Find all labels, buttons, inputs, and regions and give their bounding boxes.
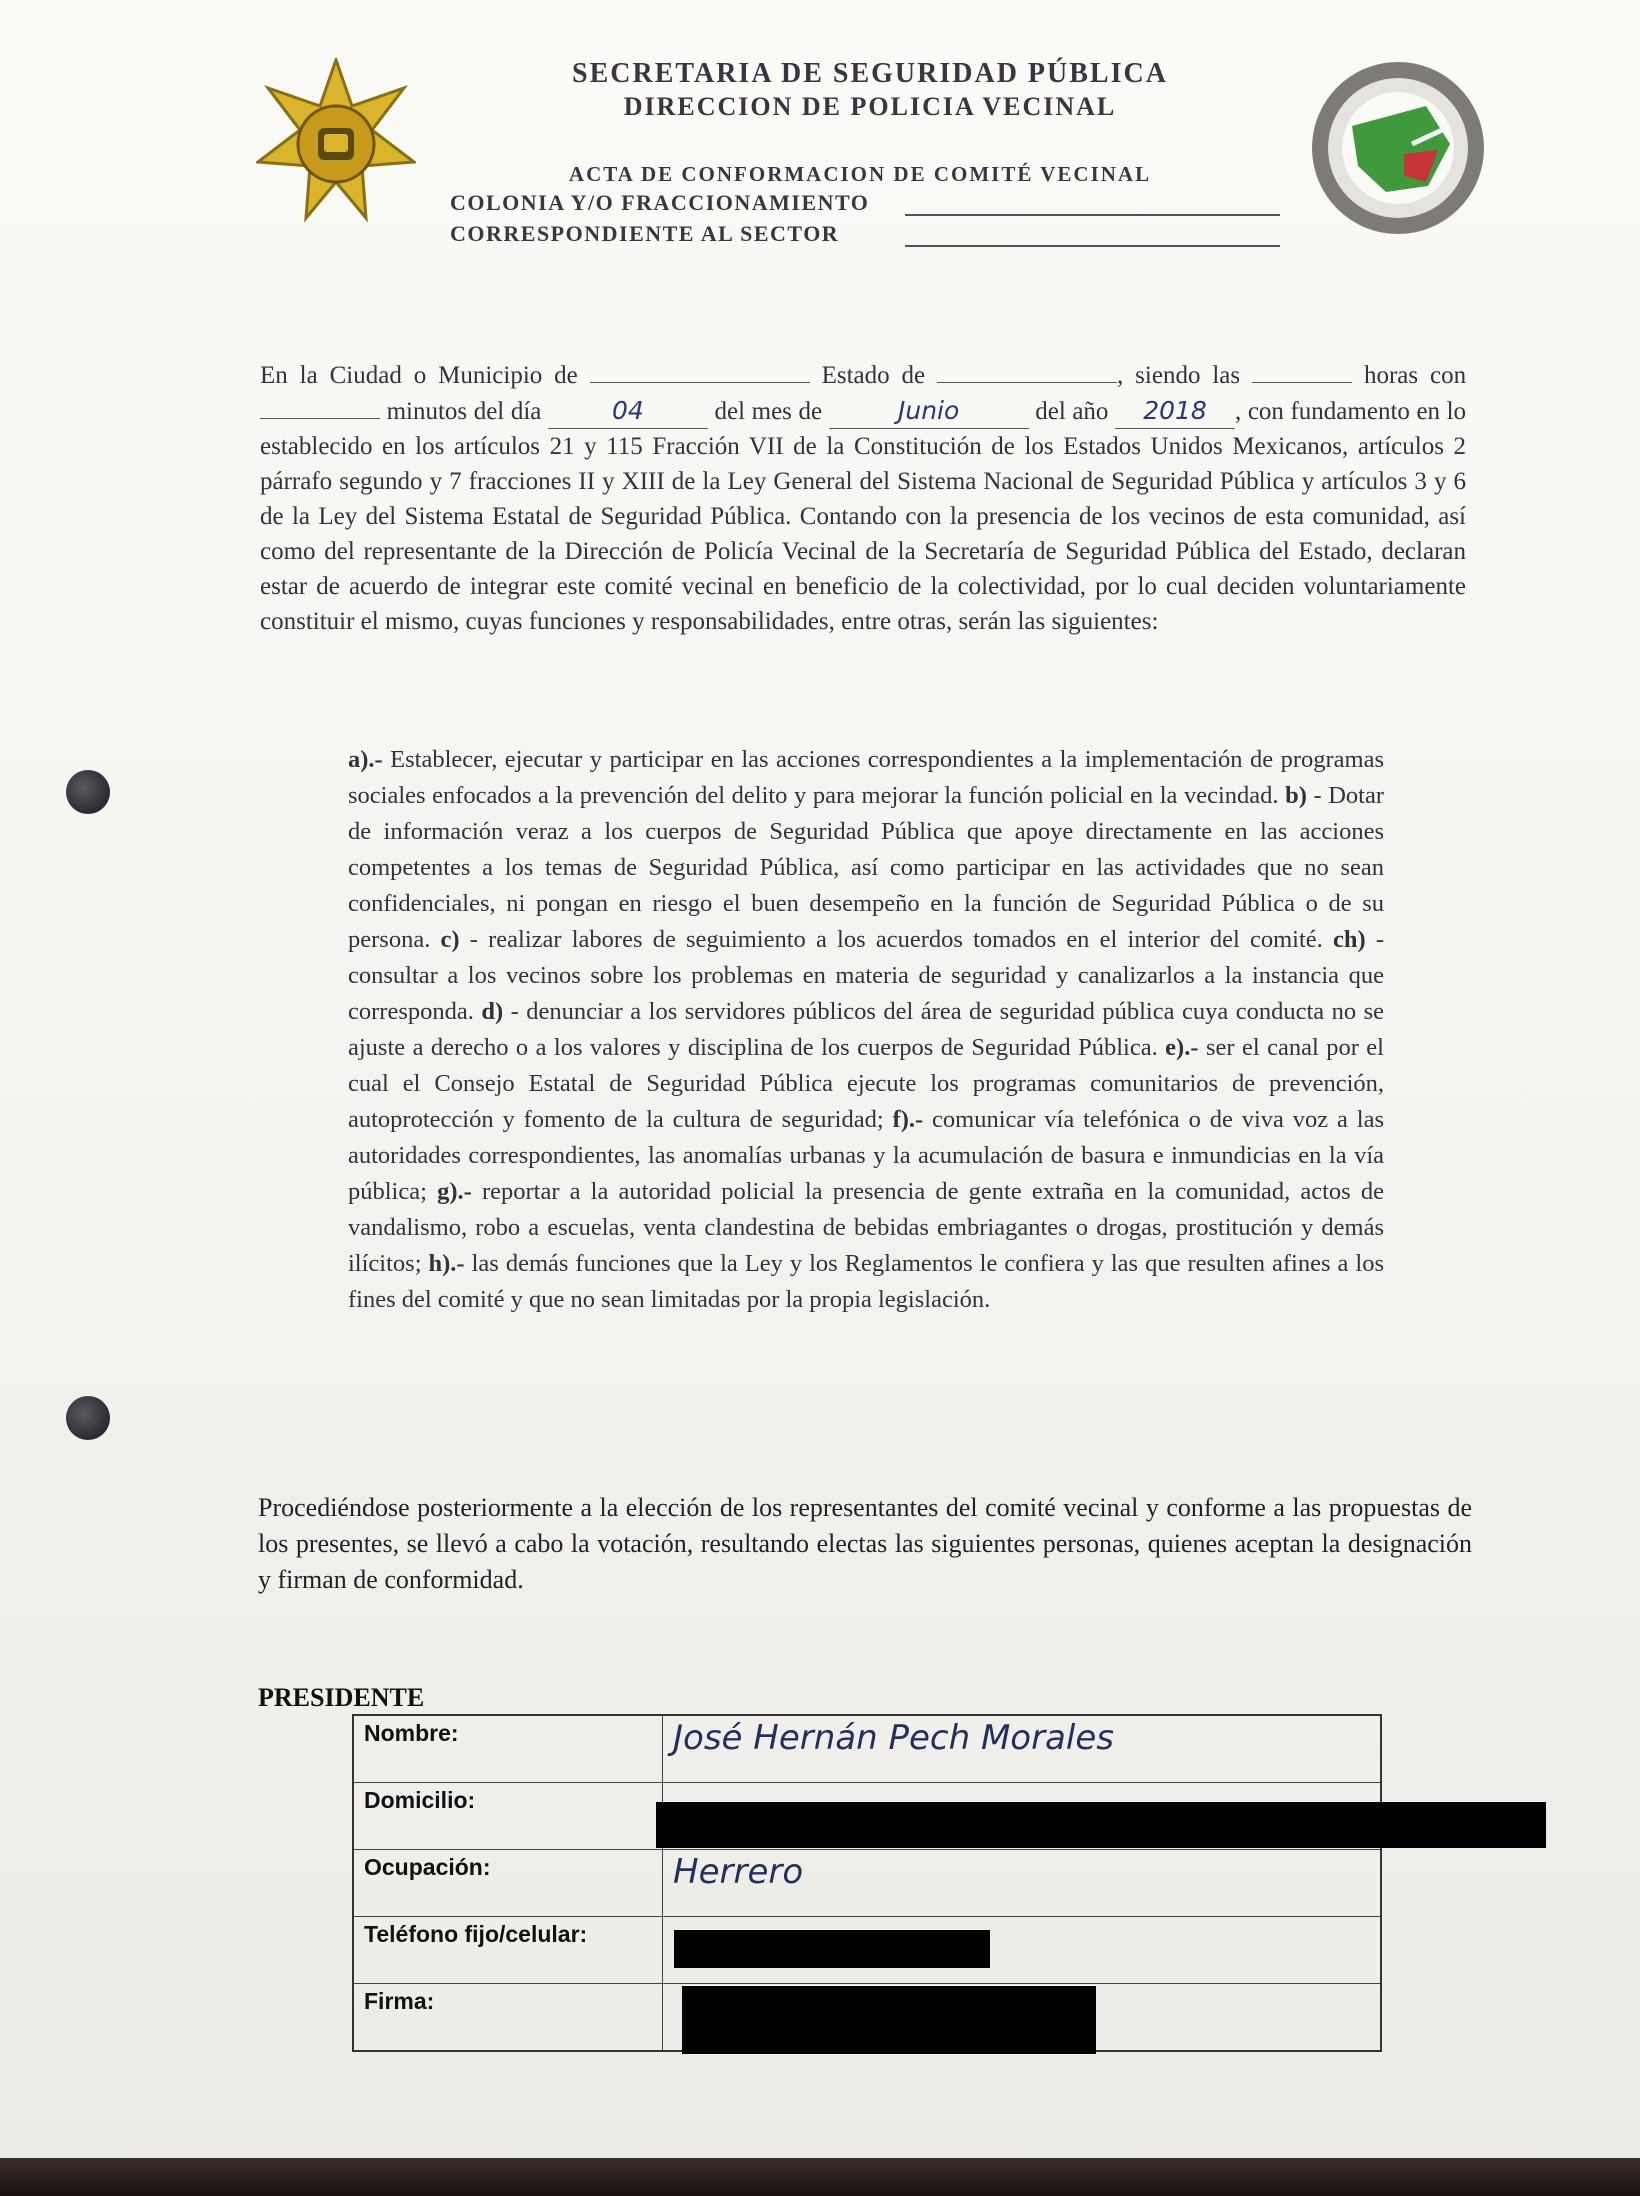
sector-blank bbox=[905, 225, 1280, 247]
policia-vecinal-emblem-logo bbox=[1308, 58, 1488, 238]
president-heading: PRESIDENTE bbox=[258, 1683, 425, 1712]
intro-text-siendo: , siendo las bbox=[1117, 362, 1241, 389]
sector-label: CORRESPONDIENTE AL SECTOR bbox=[450, 221, 840, 246]
redaction-bar-firma bbox=[682, 1986, 1096, 2054]
intro-text-anio: del año bbox=[1035, 398, 1109, 425]
function-key-ch: ch) bbox=[1332, 926, 1366, 953]
ocupacion-value: Herrero bbox=[663, 1850, 1382, 1917]
nombre-value: José Hernán Pech Morales bbox=[663, 1715, 1382, 1783]
horas-blank bbox=[1252, 360, 1352, 383]
firma-label: Firma: bbox=[353, 1984, 663, 2052]
minutos-blank bbox=[260, 396, 380, 419]
function-text-g: reportar a la autoridad policial la presencia de gente extraña en la comunidad, actos de vandalismo, robo a escuelas, venta clandestina de bebidas embriagantes o drogas, prostitución y demás ilícitos; bbox=[348, 1178, 1385, 1277]
intro-text-horas: horas con bbox=[1363, 362, 1467, 389]
handwritten-year: 2018 bbox=[1115, 393, 1235, 429]
colonia-label: COLONIA Y/O FRACCIONAMIENTO bbox=[450, 190, 870, 215]
function-text-h: las demás funciones que la Ley y los Reglamentos le confiera y las que resulten afines a los fines del comité y que no sean limitadas por la propia legislación. bbox=[348, 1250, 1385, 1313]
handwritten-month: Junio bbox=[829, 393, 1029, 429]
sector-field bbox=[450, 221, 1280, 247]
function-key-a: a).- bbox=[348, 746, 383, 773]
colonia-blank bbox=[905, 194, 1280, 216]
function-key-h: h).- bbox=[428, 1250, 465, 1277]
function-text-c: - realizar labores de seguimiento a los acuerdos tomados en el interior del comité. bbox=[459, 926, 1333, 953]
form-row-ocupacion bbox=[353, 1850, 1381, 1917]
intro-body-text: , con fundamento en lo establecido en los artículos 21 y 115 Fracción VII de la Constitución de los Estados Unidos Mexicanos, artículos 2 párrafo segundo y 7 fracciones II y XIII de la Ley General del Sistema Nacional de Seguridad Pública y artículos 3 y 6 de la Ley del Sistema Estatal de Seguridad Pública. Contando con la presencia de los vecinos de esta comunidad, así como del representante de la Dirección de Policía Vecinal de la Secretaría de Seguridad Pública del Estado, declaran estar de acuerdo de integrar este comité vecinal en beneficio de la colectividad, por lo cual deciden voluntariamente constituir el mismo, cuyas funciones y responsabilidades, entre otras, serán las siguientes: bbox=[260, 398, 1467, 635]
intro-text-municipio: En la Ciudad o Municipio de bbox=[260, 362, 578, 389]
colonia-field bbox=[450, 190, 1280, 216]
intro-paragraph bbox=[260, 358, 1466, 639]
municipio-blank bbox=[590, 360, 810, 383]
function-key-d: d) bbox=[481, 998, 504, 1025]
intro-text-estado: Estado de bbox=[821, 362, 926, 389]
header-title-secretaria: SECRETARIA DE SEGURIDAD PÚBLICA bbox=[572, 58, 1168, 89]
function-key-c: c) bbox=[440, 926, 460, 953]
domicilio-label: Domicilio: bbox=[353, 1783, 663, 1850]
function-key-g: g).- bbox=[437, 1178, 472, 1205]
ocupacion-label: Ocupación: bbox=[353, 1850, 663, 1917]
function-text-f: comunicar vía telefónica o de viva voz a las autoridades correspondientes, las anomalías urbanas y la acumulación de basura e inmundicias en la vía pública; bbox=[348, 1106, 1384, 1205]
redaction-bar-telefono bbox=[674, 1930, 990, 1968]
nombre-label: Nombre: bbox=[353, 1715, 663, 1783]
header-title-direccion: DIRECCION DE POLICIA VECINAL bbox=[623, 92, 1117, 121]
function-key-e: e).- bbox=[1165, 1034, 1199, 1061]
form-row-nombre bbox=[353, 1715, 1381, 1783]
police-star-badge-logo bbox=[256, 58, 416, 228]
functions-paragraph bbox=[348, 742, 1384, 1318]
scan-bottom-edge bbox=[0, 2158, 1640, 2196]
function-text-ch: - consultar a los vecinos sobre los problemas en materia de seguridad y canalizarlos a la instancia que corresponda. bbox=[348, 926, 1384, 1025]
binder-hole-bottom bbox=[66, 1396, 110, 1440]
handwritten-day: 04 bbox=[548, 393, 708, 429]
function-text-a: Establecer, ejecutar y participar en las acciones correspondientes a la implementación de programas sociales enfocados a la prevención del delito y para mejorar la función policial en la vecindad. bbox=[348, 746, 1384, 809]
function-text-d: - denunciar a los servidores públicos del área de seguridad pública cuya conducta no se ajuste a derecho o a los valores y disciplina de los cuerpos de Seguridad Pública. bbox=[348, 998, 1384, 1061]
telefono-label: Teléfono fijo/celular: bbox=[353, 1917, 663, 1984]
estado-blank bbox=[937, 360, 1117, 383]
function-key-f: f).- bbox=[892, 1106, 924, 1133]
redaction-bar-domicilio bbox=[656, 1802, 1546, 1848]
function-key-b: b) bbox=[1285, 782, 1307, 809]
binder-hole-top bbox=[66, 770, 110, 814]
header-title-acta: ACTA DE CONFORMACION DE COMITÉ VECINAL bbox=[568, 162, 1152, 186]
intro-text-mes: del mes de bbox=[714, 398, 823, 425]
closing-paragraph: Procediéndose posteriormente a la elección de los representantes del comité vecinal y conforme a las propuestas de los presentes, se llevó a cabo la votación, resultando electas las siguientes personas, quienes aceptan la designación y firman de conformidad. bbox=[258, 1493, 1472, 1594]
function-text-e: ser el canal por el cual el Consejo Estatal de Seguridad Pública ejecute los programas comunitarios de prevención, autoprotección y fomento de la cultura de seguridad; bbox=[348, 1034, 1384, 1133]
intro-text-dia: minutos del día bbox=[386, 398, 542, 425]
function-text-b: - Dotar de información veraz a los cuerpos de Seguridad Pública que apoye directamente en las acciones competentes a los temas de Seguridad Pública, así como participar en las actividades que no sean confidenciales, ni pongan en riesgo el buen desempeño en la función de Seguridad Pública o de su persona. bbox=[348, 782, 1384, 953]
